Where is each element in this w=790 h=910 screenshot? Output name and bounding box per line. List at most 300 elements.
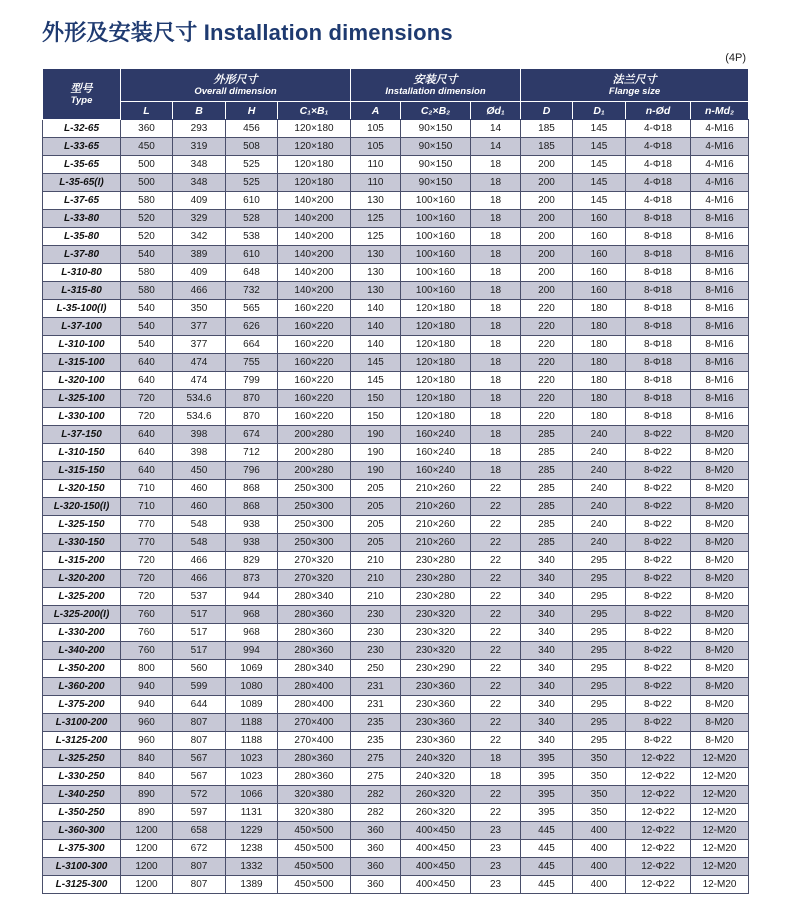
value-cell: 807 bbox=[173, 876, 226, 894]
value-cell: 319 bbox=[173, 138, 226, 156]
value-cell: 8-Φ22 bbox=[626, 498, 691, 516]
value-cell: 445 bbox=[521, 858, 573, 876]
value-cell: 145 bbox=[573, 120, 626, 138]
value-cell: 210 bbox=[351, 552, 401, 570]
value-cell: 240 bbox=[573, 516, 626, 534]
value-cell: 160×240 bbox=[401, 462, 471, 480]
header-group-flange-size bbox=[521, 69, 749, 102]
value-cell: 1200 bbox=[121, 822, 173, 840]
value-cell: 180 bbox=[573, 354, 626, 372]
value-cell: 230×290 bbox=[401, 660, 471, 678]
value-cell: 807 bbox=[173, 732, 226, 750]
type-cell: L-35-65(I) bbox=[43, 174, 121, 192]
value-cell: 22 bbox=[471, 606, 521, 624]
value-cell: 340 bbox=[521, 714, 573, 732]
value-cell: 200 bbox=[521, 210, 573, 228]
value-cell: 150 bbox=[351, 408, 401, 426]
type-cell: L-375-300 bbox=[43, 840, 121, 858]
value-cell: 230 bbox=[351, 624, 401, 642]
value-cell: 548 bbox=[173, 516, 226, 534]
value-cell: 340 bbox=[521, 678, 573, 696]
value-cell: 466 bbox=[173, 282, 226, 300]
value-cell: 870 bbox=[226, 408, 278, 426]
value-cell: 350 bbox=[573, 750, 626, 768]
value-cell: 520 bbox=[121, 210, 173, 228]
value-cell: 200 bbox=[521, 228, 573, 246]
value-cell: 18 bbox=[471, 336, 521, 354]
value-cell: 1131 bbox=[226, 804, 278, 822]
value-cell: 230×320 bbox=[401, 624, 471, 642]
value-cell: 400 bbox=[573, 858, 626, 876]
value-cell: 8-M16 bbox=[691, 318, 749, 336]
type-cell: L-375-200 bbox=[43, 696, 121, 714]
value-cell: 160 bbox=[573, 282, 626, 300]
value-cell: 22 bbox=[471, 588, 521, 606]
header-col-L: L bbox=[121, 102, 173, 120]
value-cell: 8-M20 bbox=[691, 480, 749, 498]
value-cell: 340 bbox=[521, 570, 573, 588]
value-cell: 200 bbox=[521, 174, 573, 192]
value-cell: 18 bbox=[471, 768, 521, 786]
value-cell: 395 bbox=[521, 786, 573, 804]
value-cell: 8-M20 bbox=[691, 444, 749, 462]
value-cell: 8-Φ22 bbox=[626, 588, 691, 606]
value-cell: 23 bbox=[471, 858, 521, 876]
value-cell: 200 bbox=[521, 264, 573, 282]
value-cell: 200×280 bbox=[278, 444, 351, 462]
value-cell: 796 bbox=[226, 462, 278, 480]
table-row bbox=[43, 246, 749, 264]
header-installation-zh: 安装尺寸 bbox=[413, 73, 458, 86]
value-cell: 8-M20 bbox=[691, 588, 749, 606]
value-cell: 220 bbox=[521, 354, 573, 372]
value-cell: 23 bbox=[471, 822, 521, 840]
value-cell: 130 bbox=[351, 192, 401, 210]
value-cell: 1080 bbox=[226, 678, 278, 696]
value-cell: 400×450 bbox=[401, 876, 471, 894]
value-cell: 395 bbox=[521, 804, 573, 822]
header-col-C2xB2: C₂×B₂ bbox=[401, 102, 471, 120]
header-flange-zh: 法兰尺寸 bbox=[612, 73, 657, 86]
table-row bbox=[43, 660, 749, 678]
value-cell: 18 bbox=[471, 318, 521, 336]
value-cell: 270×320 bbox=[278, 570, 351, 588]
value-cell: 12-Φ22 bbox=[626, 840, 691, 858]
value-cell: 295 bbox=[573, 642, 626, 660]
value-cell: 100×160 bbox=[401, 264, 471, 282]
value-cell: 231 bbox=[351, 678, 401, 696]
header-col-d1: Ød₁ bbox=[471, 102, 521, 120]
type-cell: L-360-200 bbox=[43, 678, 121, 696]
value-cell: 250 bbox=[351, 660, 401, 678]
value-cell: 270×400 bbox=[278, 732, 351, 750]
type-cell: L-325-250 bbox=[43, 750, 121, 768]
value-cell: 18 bbox=[471, 228, 521, 246]
value-cell: 350 bbox=[573, 804, 626, 822]
value-cell: 8-Φ22 bbox=[626, 714, 691, 732]
table-row bbox=[43, 264, 749, 282]
table-row bbox=[43, 624, 749, 642]
value-cell: 18 bbox=[471, 426, 521, 444]
value-cell: 140×200 bbox=[278, 228, 351, 246]
value-cell: 548 bbox=[173, 534, 226, 552]
value-cell: 340 bbox=[521, 660, 573, 678]
value-cell: 150 bbox=[351, 390, 401, 408]
value-cell: 295 bbox=[573, 732, 626, 750]
value-cell: 674 bbox=[226, 426, 278, 444]
value-cell: 240 bbox=[573, 480, 626, 498]
value-cell: 280×360 bbox=[278, 606, 351, 624]
value-cell: 968 bbox=[226, 624, 278, 642]
value-cell: 770 bbox=[121, 516, 173, 534]
table-row bbox=[43, 300, 749, 318]
value-cell: 220 bbox=[521, 318, 573, 336]
table-row bbox=[43, 282, 749, 300]
value-cell: 1066 bbox=[226, 786, 278, 804]
table-row bbox=[43, 588, 749, 606]
value-cell: 8-M20 bbox=[691, 678, 749, 696]
value-cell: 8-M20 bbox=[691, 570, 749, 588]
value-cell: 540 bbox=[121, 246, 173, 264]
value-cell: 14 bbox=[471, 120, 521, 138]
value-cell: 4-Φ18 bbox=[626, 192, 691, 210]
value-cell: 640 bbox=[121, 354, 173, 372]
value-cell: 1229 bbox=[226, 822, 278, 840]
value-cell: 807 bbox=[173, 858, 226, 876]
value-cell: 395 bbox=[521, 768, 573, 786]
value-cell: 240 bbox=[573, 444, 626, 462]
value-cell: 409 bbox=[173, 264, 226, 282]
value-cell: 210×260 bbox=[401, 516, 471, 534]
value-cell: 260×320 bbox=[401, 804, 471, 822]
value-cell: 8-Φ22 bbox=[626, 732, 691, 750]
value-cell: 160×220 bbox=[278, 318, 351, 336]
value-cell: 240 bbox=[573, 426, 626, 444]
value-cell: 360 bbox=[351, 840, 401, 858]
value-cell: 890 bbox=[121, 786, 173, 804]
value-cell: 18 bbox=[471, 192, 521, 210]
value-cell: 8-M20 bbox=[691, 624, 749, 642]
value-cell: 508 bbox=[226, 138, 278, 156]
value-cell: 4-Φ18 bbox=[626, 120, 691, 138]
value-cell: 230 bbox=[351, 642, 401, 660]
value-cell: 130 bbox=[351, 282, 401, 300]
value-cell: 145 bbox=[573, 138, 626, 156]
value-cell: 720 bbox=[121, 588, 173, 606]
value-cell: 295 bbox=[573, 588, 626, 606]
value-cell: 145 bbox=[573, 174, 626, 192]
value-cell: 8-M20 bbox=[691, 606, 749, 624]
value-cell: 240 bbox=[573, 534, 626, 552]
value-cell: 400×450 bbox=[401, 822, 471, 840]
value-cell: 938 bbox=[226, 534, 278, 552]
header-overall-zh: 外形尺寸 bbox=[213, 73, 258, 86]
type-cell: L-35-100(I) bbox=[43, 300, 121, 318]
value-cell: 14 bbox=[471, 138, 521, 156]
value-cell: 18 bbox=[471, 264, 521, 282]
table-row bbox=[43, 228, 749, 246]
value-cell: 280×400 bbox=[278, 696, 351, 714]
value-cell: 180 bbox=[573, 372, 626, 390]
type-cell: L-315-200 bbox=[43, 552, 121, 570]
value-cell: 140 bbox=[351, 336, 401, 354]
value-cell: 8-M16 bbox=[691, 300, 749, 318]
type-cell: L-350-200 bbox=[43, 660, 121, 678]
type-cell: L-37-80 bbox=[43, 246, 121, 264]
value-cell: 280×340 bbox=[278, 588, 351, 606]
type-cell: L-340-200 bbox=[43, 642, 121, 660]
value-cell: 295 bbox=[573, 714, 626, 732]
value-cell: 12-M20 bbox=[691, 804, 749, 822]
value-cell: 960 bbox=[121, 732, 173, 750]
value-cell: 250×300 bbox=[278, 516, 351, 534]
type-cell: L-330-100 bbox=[43, 408, 121, 426]
value-cell: 400 bbox=[573, 840, 626, 858]
value-cell: 120×180 bbox=[401, 354, 471, 372]
page-title: 外形及安装尺寸 Installation dimensions bbox=[42, 20, 453, 45]
value-cell: 466 bbox=[173, 552, 226, 570]
value-cell: 90×150 bbox=[401, 156, 471, 174]
value-cell: 340 bbox=[521, 606, 573, 624]
value-cell: 400 bbox=[573, 876, 626, 894]
value-cell: 140×200 bbox=[278, 264, 351, 282]
value-cell: 840 bbox=[121, 768, 173, 786]
value-cell: 270×400 bbox=[278, 714, 351, 732]
table-row bbox=[43, 822, 749, 840]
value-cell: 145 bbox=[573, 156, 626, 174]
header-col-n-d: n-Ød bbox=[626, 102, 691, 120]
header-type-en: Type bbox=[70, 95, 93, 106]
type-cell: L-32-65 bbox=[43, 120, 121, 138]
value-cell: 944 bbox=[226, 588, 278, 606]
value-cell: 450×500 bbox=[278, 840, 351, 858]
value-cell: 760 bbox=[121, 624, 173, 642]
value-cell: 8-Φ18 bbox=[626, 228, 691, 246]
value-cell: 474 bbox=[173, 354, 226, 372]
value-cell: 567 bbox=[173, 768, 226, 786]
value-cell: 295 bbox=[573, 606, 626, 624]
value-cell: 8-M16 bbox=[691, 354, 749, 372]
header-col-H: H bbox=[226, 102, 278, 120]
value-cell: 1200 bbox=[121, 858, 173, 876]
value-cell: 537 bbox=[173, 588, 226, 606]
value-cell: 525 bbox=[226, 174, 278, 192]
value-cell: 140 bbox=[351, 318, 401, 336]
value-cell: 22 bbox=[471, 660, 521, 678]
value-cell: 8-Φ22 bbox=[626, 552, 691, 570]
value-cell: 840 bbox=[121, 750, 173, 768]
type-cell: L-35-80 bbox=[43, 228, 121, 246]
value-cell: 220 bbox=[521, 300, 573, 318]
header-overall-en: Overall dimension bbox=[194, 86, 277, 97]
value-cell: 120×180 bbox=[401, 318, 471, 336]
value-cell: 110 bbox=[351, 174, 401, 192]
type-cell: L-320-150(I) bbox=[43, 498, 121, 516]
value-cell: 90×150 bbox=[401, 138, 471, 156]
value-cell: 340 bbox=[521, 642, 573, 660]
value-cell: 320×380 bbox=[278, 804, 351, 822]
value-cell: 829 bbox=[226, 552, 278, 570]
value-cell: 8-M20 bbox=[691, 732, 749, 750]
value-cell: 8-M20 bbox=[691, 534, 749, 552]
value-cell: 250×300 bbox=[278, 480, 351, 498]
value-cell: 22 bbox=[471, 678, 521, 696]
value-cell: 710 bbox=[121, 498, 173, 516]
value-cell: 205 bbox=[351, 534, 401, 552]
value-cell: 538 bbox=[226, 228, 278, 246]
value-cell: 120×180 bbox=[278, 156, 351, 174]
value-cell: 18 bbox=[471, 372, 521, 390]
value-cell: 710 bbox=[121, 480, 173, 498]
value-cell: 200×280 bbox=[278, 462, 351, 480]
value-cell: 8-M20 bbox=[691, 462, 749, 480]
type-cell: L-330-150 bbox=[43, 534, 121, 552]
value-cell: 280×340 bbox=[278, 660, 351, 678]
header-col-C1xB1: C₁×B₁ bbox=[278, 102, 351, 120]
type-cell: L-325-150 bbox=[43, 516, 121, 534]
value-cell: 120×180 bbox=[401, 336, 471, 354]
type-cell: L-310-80 bbox=[43, 264, 121, 282]
value-cell: 18 bbox=[471, 354, 521, 372]
value-cell: 230×360 bbox=[401, 696, 471, 714]
value-cell: 235 bbox=[351, 714, 401, 732]
value-cell: 18 bbox=[471, 246, 521, 264]
table-row bbox=[43, 390, 749, 408]
value-cell: 870 bbox=[226, 390, 278, 408]
value-cell: 360 bbox=[351, 876, 401, 894]
value-cell: 8-M20 bbox=[691, 516, 749, 534]
value-cell: 22 bbox=[471, 714, 521, 732]
value-cell: 105 bbox=[351, 120, 401, 138]
value-cell: 340 bbox=[521, 732, 573, 750]
value-cell: 712 bbox=[226, 444, 278, 462]
type-cell: L-315-80 bbox=[43, 282, 121, 300]
value-cell: 8-Φ18 bbox=[626, 372, 691, 390]
value-cell: 350 bbox=[573, 768, 626, 786]
table-row bbox=[43, 876, 749, 894]
type-cell: L-37-65 bbox=[43, 192, 121, 210]
value-cell: 348 bbox=[173, 174, 226, 192]
value-cell: 528 bbox=[226, 210, 278, 228]
value-cell: 190 bbox=[351, 444, 401, 462]
value-cell: 8-Φ22 bbox=[626, 606, 691, 624]
value-cell: 8-M20 bbox=[691, 498, 749, 516]
value-cell: 210 bbox=[351, 588, 401, 606]
value-cell: 610 bbox=[226, 246, 278, 264]
value-cell: 8-M20 bbox=[691, 660, 749, 678]
value-cell: 8-Φ18 bbox=[626, 282, 691, 300]
value-cell: 807 bbox=[173, 714, 226, 732]
value-cell: 626 bbox=[226, 318, 278, 336]
value-cell: 8-M16 bbox=[691, 282, 749, 300]
value-cell: 22 bbox=[471, 642, 521, 660]
value-cell: 720 bbox=[121, 570, 173, 588]
type-cell: L-320-150 bbox=[43, 480, 121, 498]
value-cell: 8-Φ18 bbox=[626, 318, 691, 336]
value-cell: 280×360 bbox=[278, 642, 351, 660]
value-cell: 377 bbox=[173, 318, 226, 336]
type-cell: L-325-200(I) bbox=[43, 606, 121, 624]
table-body bbox=[43, 120, 749, 894]
value-cell: 12-M20 bbox=[691, 858, 749, 876]
value-cell: 938 bbox=[226, 516, 278, 534]
value-cell: 12-M20 bbox=[691, 750, 749, 768]
value-cell: 160×220 bbox=[278, 408, 351, 426]
value-cell: 250×300 bbox=[278, 498, 351, 516]
value-cell: 160×240 bbox=[401, 426, 471, 444]
value-cell: 18 bbox=[471, 174, 521, 192]
value-cell: 295 bbox=[573, 552, 626, 570]
value-cell: 8-M20 bbox=[691, 696, 749, 714]
header-col-A: A bbox=[351, 102, 401, 120]
value-cell: 8-Φ22 bbox=[626, 660, 691, 678]
value-cell: 160 bbox=[573, 210, 626, 228]
value-cell: 293 bbox=[173, 120, 226, 138]
value-cell: 640 bbox=[121, 426, 173, 444]
value-cell: 8-M16 bbox=[691, 336, 749, 354]
value-cell: 770 bbox=[121, 534, 173, 552]
value-cell: 160×220 bbox=[278, 336, 351, 354]
value-cell: 160×220 bbox=[278, 300, 351, 318]
value-cell: 160×220 bbox=[278, 354, 351, 372]
value-cell: 4-Φ18 bbox=[626, 156, 691, 174]
header-col-B: B bbox=[173, 102, 226, 120]
value-cell: 210 bbox=[351, 570, 401, 588]
value-cell: 180 bbox=[573, 390, 626, 408]
value-cell: 18 bbox=[471, 300, 521, 318]
installation-dimensions-table bbox=[42, 68, 749, 894]
value-cell: 720 bbox=[121, 408, 173, 426]
value-cell: 400×450 bbox=[401, 858, 471, 876]
value-cell: 280×360 bbox=[278, 750, 351, 768]
value-cell: 1238 bbox=[226, 840, 278, 858]
value-cell: 8-M20 bbox=[691, 552, 749, 570]
value-cell: 8-M20 bbox=[691, 642, 749, 660]
type-cell: L-325-200 bbox=[43, 588, 121, 606]
value-cell: 1069 bbox=[226, 660, 278, 678]
value-cell: 160 bbox=[573, 246, 626, 264]
value-cell: 567 bbox=[173, 750, 226, 768]
value-cell: 125 bbox=[351, 228, 401, 246]
value-cell: 8-Φ18 bbox=[626, 354, 691, 372]
value-cell: 1089 bbox=[226, 696, 278, 714]
table-row bbox=[43, 732, 749, 750]
value-cell: 160×220 bbox=[278, 390, 351, 408]
value-cell: 285 bbox=[521, 480, 573, 498]
value-cell: 720 bbox=[121, 390, 173, 408]
value-cell: 398 bbox=[173, 444, 226, 462]
value-cell: 230×360 bbox=[401, 678, 471, 696]
value-cell: 398 bbox=[173, 426, 226, 444]
value-cell: 760 bbox=[121, 606, 173, 624]
value-cell: 210×260 bbox=[401, 534, 471, 552]
value-cell: 160 bbox=[573, 228, 626, 246]
value-cell: 672 bbox=[173, 840, 226, 858]
value-cell: 205 bbox=[351, 480, 401, 498]
value-cell: 160×240 bbox=[401, 444, 471, 462]
value-cell: 180 bbox=[573, 318, 626, 336]
value-cell: 456 bbox=[226, 120, 278, 138]
value-cell: 460 bbox=[173, 480, 226, 498]
value-cell: 210×260 bbox=[401, 480, 471, 498]
value-cell: 240 bbox=[573, 498, 626, 516]
table-row bbox=[43, 552, 749, 570]
value-cell: 12-M20 bbox=[691, 786, 749, 804]
value-cell: 120×180 bbox=[401, 300, 471, 318]
table-row bbox=[43, 642, 749, 660]
value-cell: 8-Φ18 bbox=[626, 336, 691, 354]
table-row bbox=[43, 786, 749, 804]
